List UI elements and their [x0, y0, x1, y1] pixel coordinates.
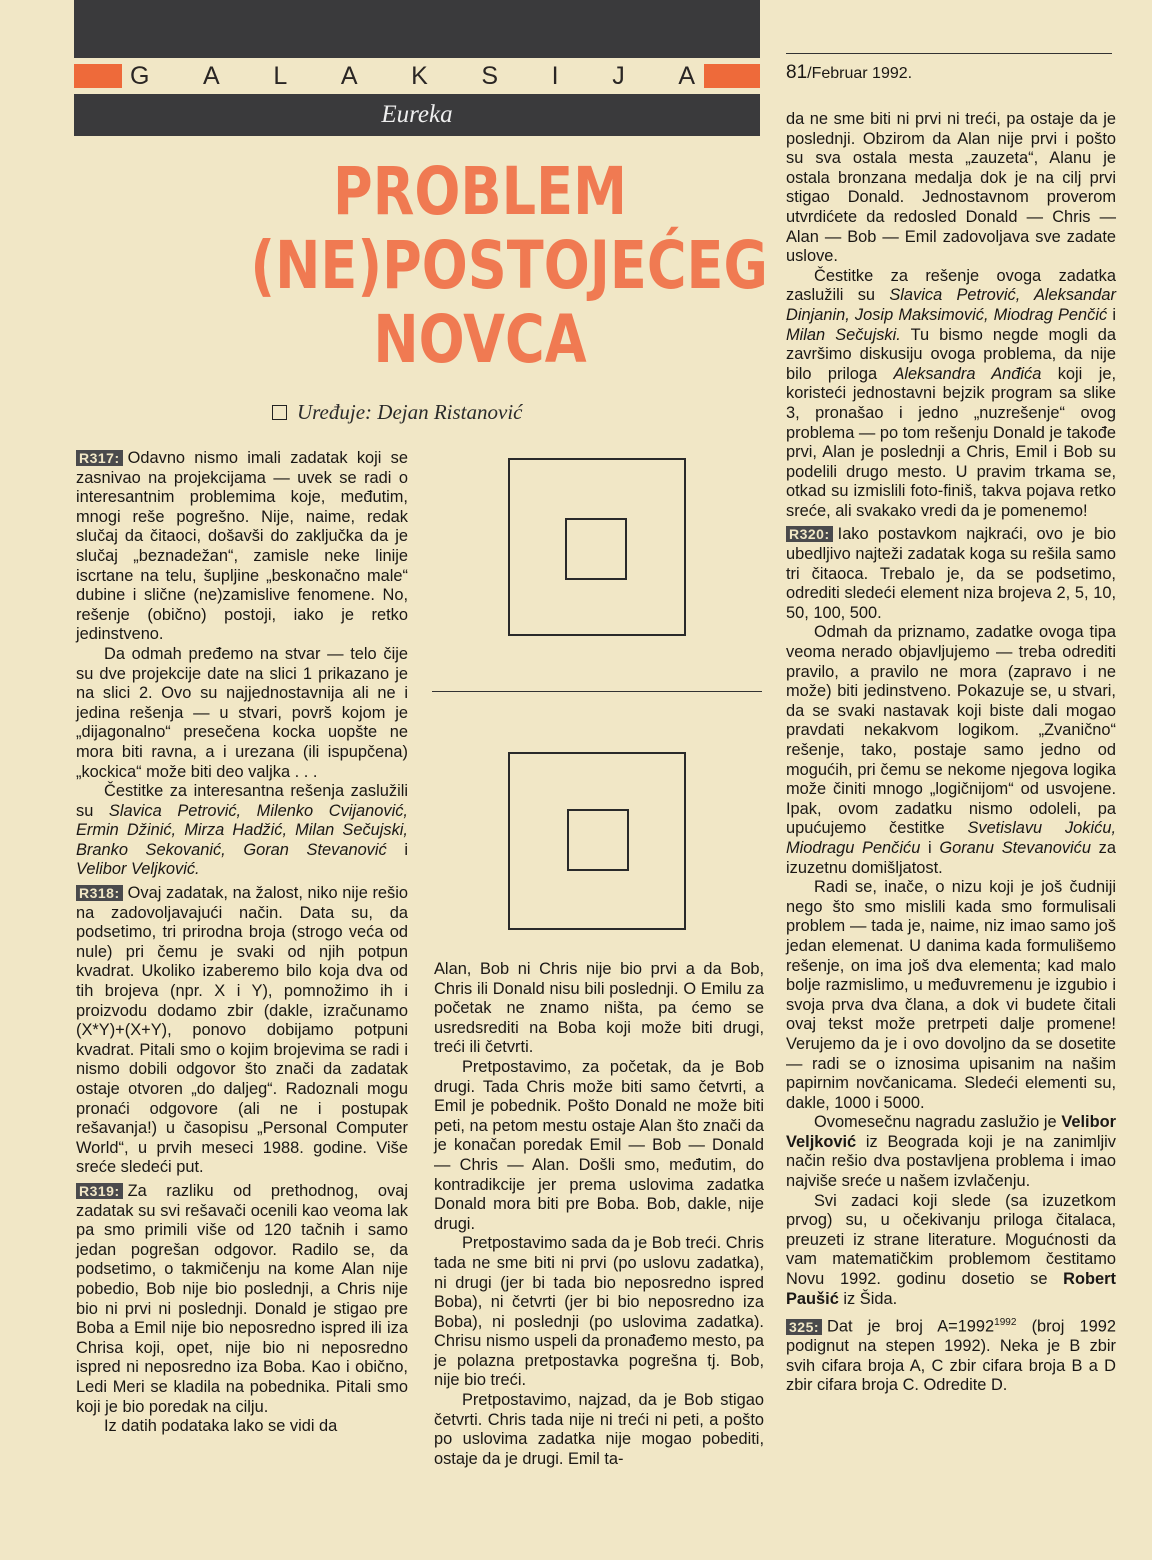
prize-winner-name: Velibor Veljković	[786, 1113, 1116, 1151]
paragraph	[76, 782, 408, 880]
paragraph-text: i	[920, 838, 940, 857]
title-line: NOVCA	[373, 301, 587, 378]
figure-1-inner-square	[565, 518, 627, 580]
paragraph-text: iz Beograda koji je na zanimljiv način rešio dva postavljena problema i imao najviše sreće u našem izvlačenju.	[786, 1132, 1116, 1191]
masthead-letter: J	[612, 61, 626, 90]
masthead-letters	[130, 60, 696, 92]
problem-tag: R317:	[76, 450, 123, 466]
winner-names: Slavica Petrović, Milenko Cvijanović, Ermin Džinić, Mirza Hadžić, Milan Sečujski, Branko Sekovanić, Goran Stevanović	[76, 801, 408, 859]
paragraph-text: za izuzetnu domišljatost.	[786, 838, 1116, 877]
paragraph: Pretpostavimo, za početak, da je Bob drugi. Tada Chris može biti samo četvrti, a Emil je pobednik. Pošto Donald ne može biti peti, na petom mestu ostaje Alan što znači da je konačan poredak Emil — Bob — Donald — Chris — Alan. Došli smo, međutim, do kontradikcije jer prema uslovima zadatka Donald mora biti pre Boba. Bob, dakle, nije drugi.	[434, 1057, 764, 1233]
paragraph: Pretpostavimo sada da je Bob treći. Chris tada ne sme biti ni prvi (po uslovu zadatka), ni drugi (jer bi tada bio neposredno ispred Boba), ni četvrti (jer bi bio neposredno iza Boba), ni poslednji (po uslovima zadatka). Chrisu nismo uspeli da pronađemo mesto, pa je polazna pretpostavka pogrešna tj. Bob, nije bio treći.	[434, 1234, 764, 1390]
problem-tag: R318:	[76, 885, 123, 901]
masthead-accent-right	[704, 64, 760, 88]
winner-names: Slavica Petrović, Aleksandar Dinjanin, Josip Maksimović, Miodrag Penčić	[786, 286, 1116, 324]
paragraph-text: Odmah da priznamo, zadatke ovoga tipa veoma nerado objavljujemo — treba odrediti pravilo, a pravilo ne mora (zapravo i ne može) biti jedinstveno. Pokazuje se, u stvari, da se svaki nastavak koji biste dali mogao pravdati nekakvom logikom. „Zvanično“ rešenje, tako, postaje samo jedno od mogućih, pri čemu se nekome njegova logika može činiti mnogo „logičnijom“ od usvojene. Ipak, ovom zadatku nismo odoleli, pa upućujemo čestitke	[786, 623, 1116, 838]
paragraph	[786, 623, 1116, 878]
masthead-letter: L	[273, 61, 289, 90]
issue-date: /Februar 1992.	[807, 65, 913, 82]
column-3	[786, 110, 1116, 1396]
winner-names: Velibor Veljković.	[76, 860, 200, 879]
header-rule	[786, 53, 1112, 54]
problem-tag: 325:	[786, 1319, 822, 1335]
square-bullet-icon	[272, 405, 287, 420]
paragraph	[76, 884, 408, 1178]
masthead-letter: S	[481, 61, 500, 90]
paragraph	[76, 449, 408, 645]
problem-tag: R319:	[76, 1183, 123, 1199]
top-dark-bar	[74, 0, 760, 58]
masthead-letter: I	[551, 61, 560, 90]
contributor-name: Robert Paušić	[786, 1270, 1116, 1308]
byline-text: Uređuje: Dejan Ristanović	[297, 400, 523, 424]
paragraph-text: Za razliku od prethodnog, ovaj zadatak su svi rešavači ocenili kao veoma lak pa smo primili više od 120 tačnih i samo jedan pogrešan odgovor. Radilo se, da podsetimo, o takmičenju na kome Alan nije pobedio, Bob nije bio poslednji, a Chris nije bio ni prvi ni poslednji. Donald je stigao pre Boba a Emil nije bio neposredno ispred ili iza Chrisa koji, opet, nije bio ni neposredno ispred ni neposredno iza Boba. Kao i obično, Ledi Meri se kladila na pobednika. Pitali smo koji je bio poredak na cilju.	[76, 1181, 408, 1416]
paragraph: Da odmah pređemo na stvar — telo čije su dve projekcije date na slici 1 prikazano je na slici 2. Ovo su najjednostavnija ali ne i jedina rešenja — u stvari, površ kojom je „dijagonalno“ presečena kocka uopšte ne mora biti ravna, a i urezana (ili ispupčena) „kockica“ može biti deo valjka . . .	[76, 644, 408, 781]
issue-number: 81	[786, 62, 808, 83]
paragraph-text: Iako postavkom najkraći, ovo je bio ubedljivo najteži zadatak koga su rešila samo tri čitaoca. Trebalo je, da se podsetimo, odrediti sledeći element niza brojeva 2, 5, 10, 50, 100, 500.	[786, 525, 1116, 622]
section-title: Eureka	[74, 94, 760, 136]
paragraph: da ne sme biti ni prvi ni treći, pa ostaje da je poslednji. Obzirom da Alan nije prvi i pošto su sva ostala mesta „zauzeta“, Alanu je ostala bronzana medalja dok je na cilj prvi stigao Donald. Jednostavnom proverom utvrdićete da redosled Donald — Chris — Alan — Bob — Emil zadovoljava sve zadate uslove.	[786, 110, 1116, 266]
paragraph-text: (broj 1992 podignut na stepen 1992). Neka je B zbir svih cifara broja A, C zbir cifara broja B a D zbir cifara broja C. Odredite D.	[786, 1317, 1116, 1395]
paragraph-text: Dat je broj A=1992	[827, 1317, 995, 1336]
figure-2-inner-square	[567, 809, 629, 871]
paragraph-text: Čestitke za rešenje ovoga zadatka zaslužili su	[786, 266, 1116, 305]
paragraph	[786, 1192, 1116, 1310]
byline	[272, 400, 523, 425]
paragraph	[786, 1113, 1116, 1191]
title-line: PROBLEM	[333, 153, 627, 230]
paragraph-text: Svi zadaci koji slede (sa izuzetkom prvog) su, u očekivanju priloga čitalaca, preuzeti iz strane literature. Mogućnosti da vam matematičkim problemom čestitamo Novu 1992. godinu dosetio se	[786, 1191, 1116, 1289]
figure-2-outer-square	[508, 752, 686, 930]
article-title	[250, 153, 768, 378]
exponent: 1992	[994, 1317, 1017, 1329]
masthead-letter: A	[678, 61, 696, 90]
figure-divider	[432, 691, 762, 692]
paragraph	[786, 267, 1116, 522]
paragraph-text: koji je, koristeći jednostavni bejzik program sa slike 3, pronašao i jedno „nuzrešenje“ ovog problema — po tom rešenju Donald je takođe prvi, Alan je poslednji a Chris, Emil i Bob su podelili drugo mesto. U pravim trkama se, otkad su izmislili foto-finiš, takva pojava retko sreće, ali svakako vredi da je pomenemo!	[786, 364, 1117, 520]
masthead-letter: A	[340, 61, 359, 90]
paragraph-text: Tu bismo negde mogli da završimo diskusiju ovoga problema, da nije bilo priloga	[786, 325, 1116, 383]
title-line: (NE)POSTOJEĆEG	[250, 227, 768, 304]
issue-info	[786, 62, 912, 84]
paragraph-text: Ovomesečnu nagradu zaslužio je	[814, 1113, 1062, 1132]
figure-1-outer-square	[508, 458, 686, 636]
paragraph: Radi se, inače, o nizu koji je još čudniji nego što smo mislili kada smo formulisali problem — tada je, naime, niz imao samo još jedan elemenat. U danima kada formulišemo rešenje, on ima još dva elementa; kad malo bolje razmislimo, u međuvremenu je izgubio i svoja prva dva člana, a dok vi budete čitali ovaj tekst može pretrpeti dalje promene! Verujemo da je i ovo dovoljno da se dosetite — radi se o iznosima upisanim na našim papirnim novčanicama. Sledeći elementi su, dakle, 1000 i 5000.	[786, 878, 1116, 1112]
column-1	[76, 449, 408, 1437]
paragraph-text: i	[1107, 305, 1116, 324]
paragraph-text: Čestitke za interesantna rešenja zaslužili su	[76, 782, 408, 820]
paragraph: Alan, Bob ni Chris nije bio prvi a da Bob, Chris ili Donald nisu bili poslednji. O Emilu za početak ne znamo ništa, pa ćemo se usredsrediti na Boba koji može biti drugi, treći ili četvrti.	[434, 960, 764, 1057]
paragraph	[786, 525, 1116, 623]
paragraph: Iz datih podataka lako se vidi da	[104, 1417, 338, 1436]
masthead-letter: G	[130, 61, 151, 90]
winner-names: Milan Sečujski.	[786, 325, 901, 344]
paragraph-text: iz Šida.	[838, 1289, 898, 1308]
masthead-letter: K	[411, 61, 429, 90]
winner-names: Goranu Stevanoviću	[939, 838, 1091, 857]
paragraph-text: Odavno nismo imali zadatak koji se zasnivao na projekcijama — uvek se radi o interesantnim problemima koje, međutim, mnogi reše pogrešno. Nije, naime, redak slučaj da čitaoci, došavši do zaključka da je slučaj „beznadežan“, zamisle neke linije iscrtane na telu, šupljine „beskonačno male“ dubine i slične (ne)zamislive fenomene. No, rešenje (obično) postoji, iako je retko jedinstveno.	[76, 449, 408, 644]
paragraph-text: i	[386, 840, 408, 859]
paragraph	[786, 1313, 1116, 1396]
masthead-letter: A	[203, 61, 221, 90]
winner-names: Svetislavu Jokiću, Miodragu Penčiću	[786, 819, 1116, 857]
contributor-name: Aleksandra Anđića	[893, 364, 1042, 383]
column-2	[434, 960, 764, 1469]
paragraph: Pretpostavimo, najzad, da je Bob stigao četvrti. Chris tada nije ni treći ni peti, a pošto po uslovima zadatka nije mogao pobediti, ostaje da je drugi. Emil ta-	[434, 1391, 764, 1468]
masthead-accent-left	[74, 64, 122, 88]
problem-tag: R320:	[786, 526, 833, 542]
paragraph	[76, 1182, 408, 1417]
masthead	[74, 60, 760, 92]
paragraph-text: Ovaj zadatak, na žalost, niko nije rešio na zadovoljavajući način. Data su, da podsetimo, tri prirodna broja (strogo veća od nule) pri čemu je svaki od njih potpun kvadrat. Ukoliko izaberemo bilo koja dva od tih brojeva (npr. X i Y), pomnožimo ih i proizvodu dodamo zbir (dakle, izračunamo (X*Y)+(X+Y), ponovo dobijamo potpuni kvadrat. Pitali smo o kojim brojevima se radi i nismo dobili odgovor što znači da zadatak ostaje otvoren „do daljeg“. Radoznali mogu pronaći odgovore (ali ne i postupak rešavanja!) u časopisu „Personal Computer World“, u prvih meseci 1988. godine. Više sreće sledeći put.	[76, 884, 408, 1177]
